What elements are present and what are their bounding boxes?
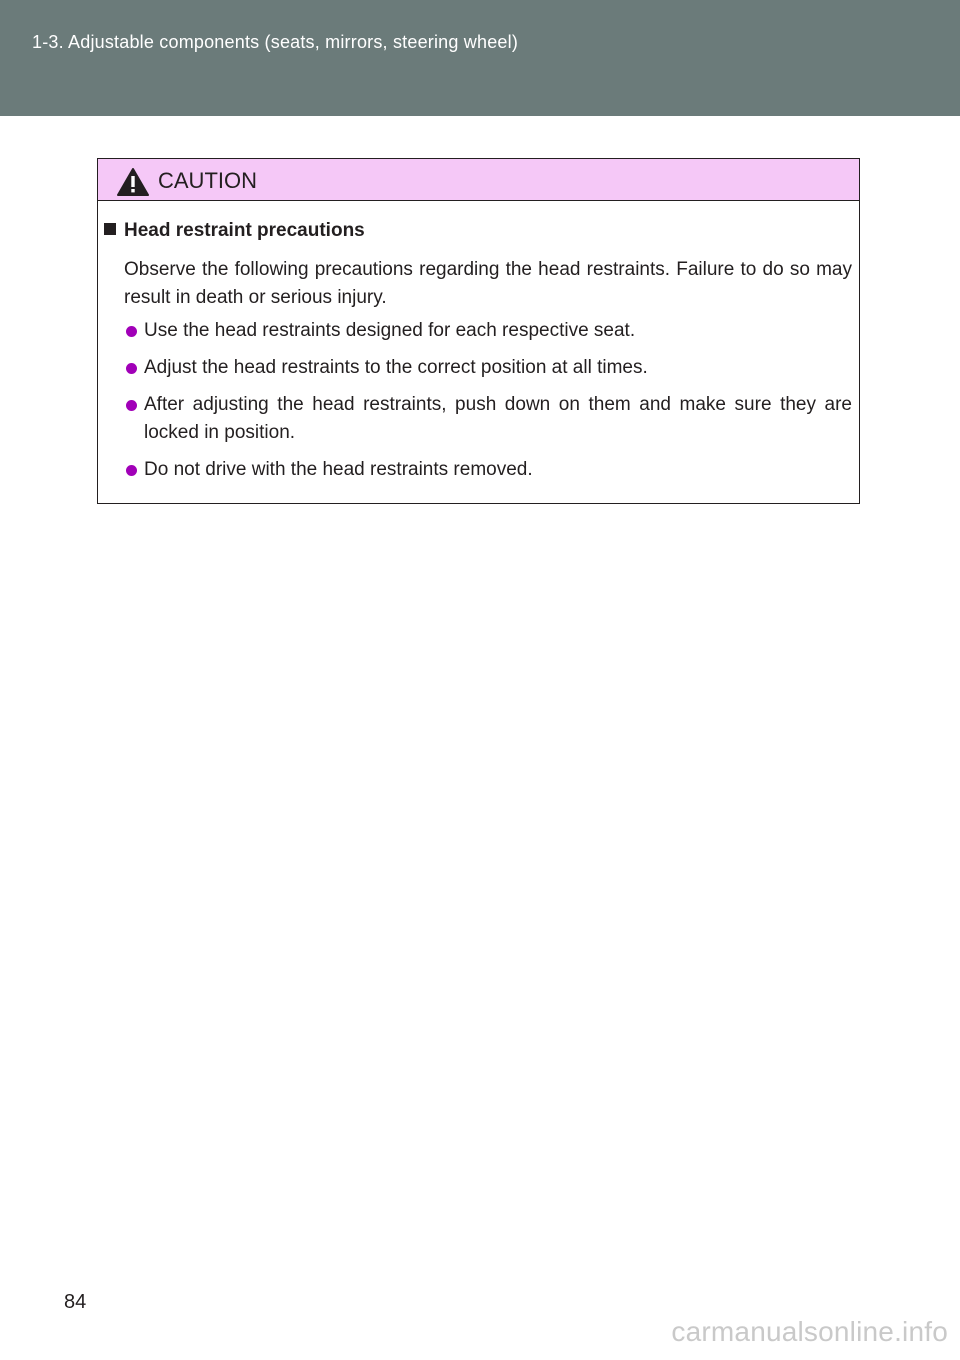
- caution-label: CAUTION: [158, 168, 257, 193]
- bullet-dot-icon: [126, 400, 137, 411]
- precaution-list: [124, 317, 852, 493]
- list-item: [124, 456, 852, 484]
- list-item-text: After adjusting the head restraints, push down on them and make sure they are locked in position.: [144, 394, 852, 443]
- section-heading: [104, 220, 365, 242]
- list-item: [124, 354, 852, 382]
- watermark: carmanualsonline.info: [671, 1316, 948, 1347]
- list-item: [124, 391, 852, 447]
- list-item-text: Adjust the head restraints to the correct position at all times.: [144, 357, 648, 378]
- page-number: 84: [64, 1291, 87, 1313]
- intro-paragraph: Observe the following precautions regarding the head restraints. Failure to do so may result in death or serious injury.: [124, 259, 852, 308]
- list-item-text: Use the head restraints designed for each respective seat.: [144, 320, 636, 341]
- square-bullet-icon: [104, 223, 116, 235]
- bullet-dot-icon: [126, 363, 137, 374]
- caution-box: [97, 158, 860, 504]
- section-heading-text: Head restraint precautions: [124, 220, 365, 241]
- chapter-title: 1-3. Adjustable components (seats, mirrors, steering wheel): [32, 32, 519, 52]
- list-item-text: Do not drive with the head restraints removed.: [144, 459, 533, 480]
- bullet-dot-icon: [126, 465, 137, 476]
- caution-header: [98, 159, 859, 201]
- list-item: [124, 317, 852, 345]
- bullet-dot-icon: [126, 326, 137, 337]
- chapter-header-bar: [0, 0, 960, 116]
- warning-triangle-icon: [116, 167, 150, 197]
